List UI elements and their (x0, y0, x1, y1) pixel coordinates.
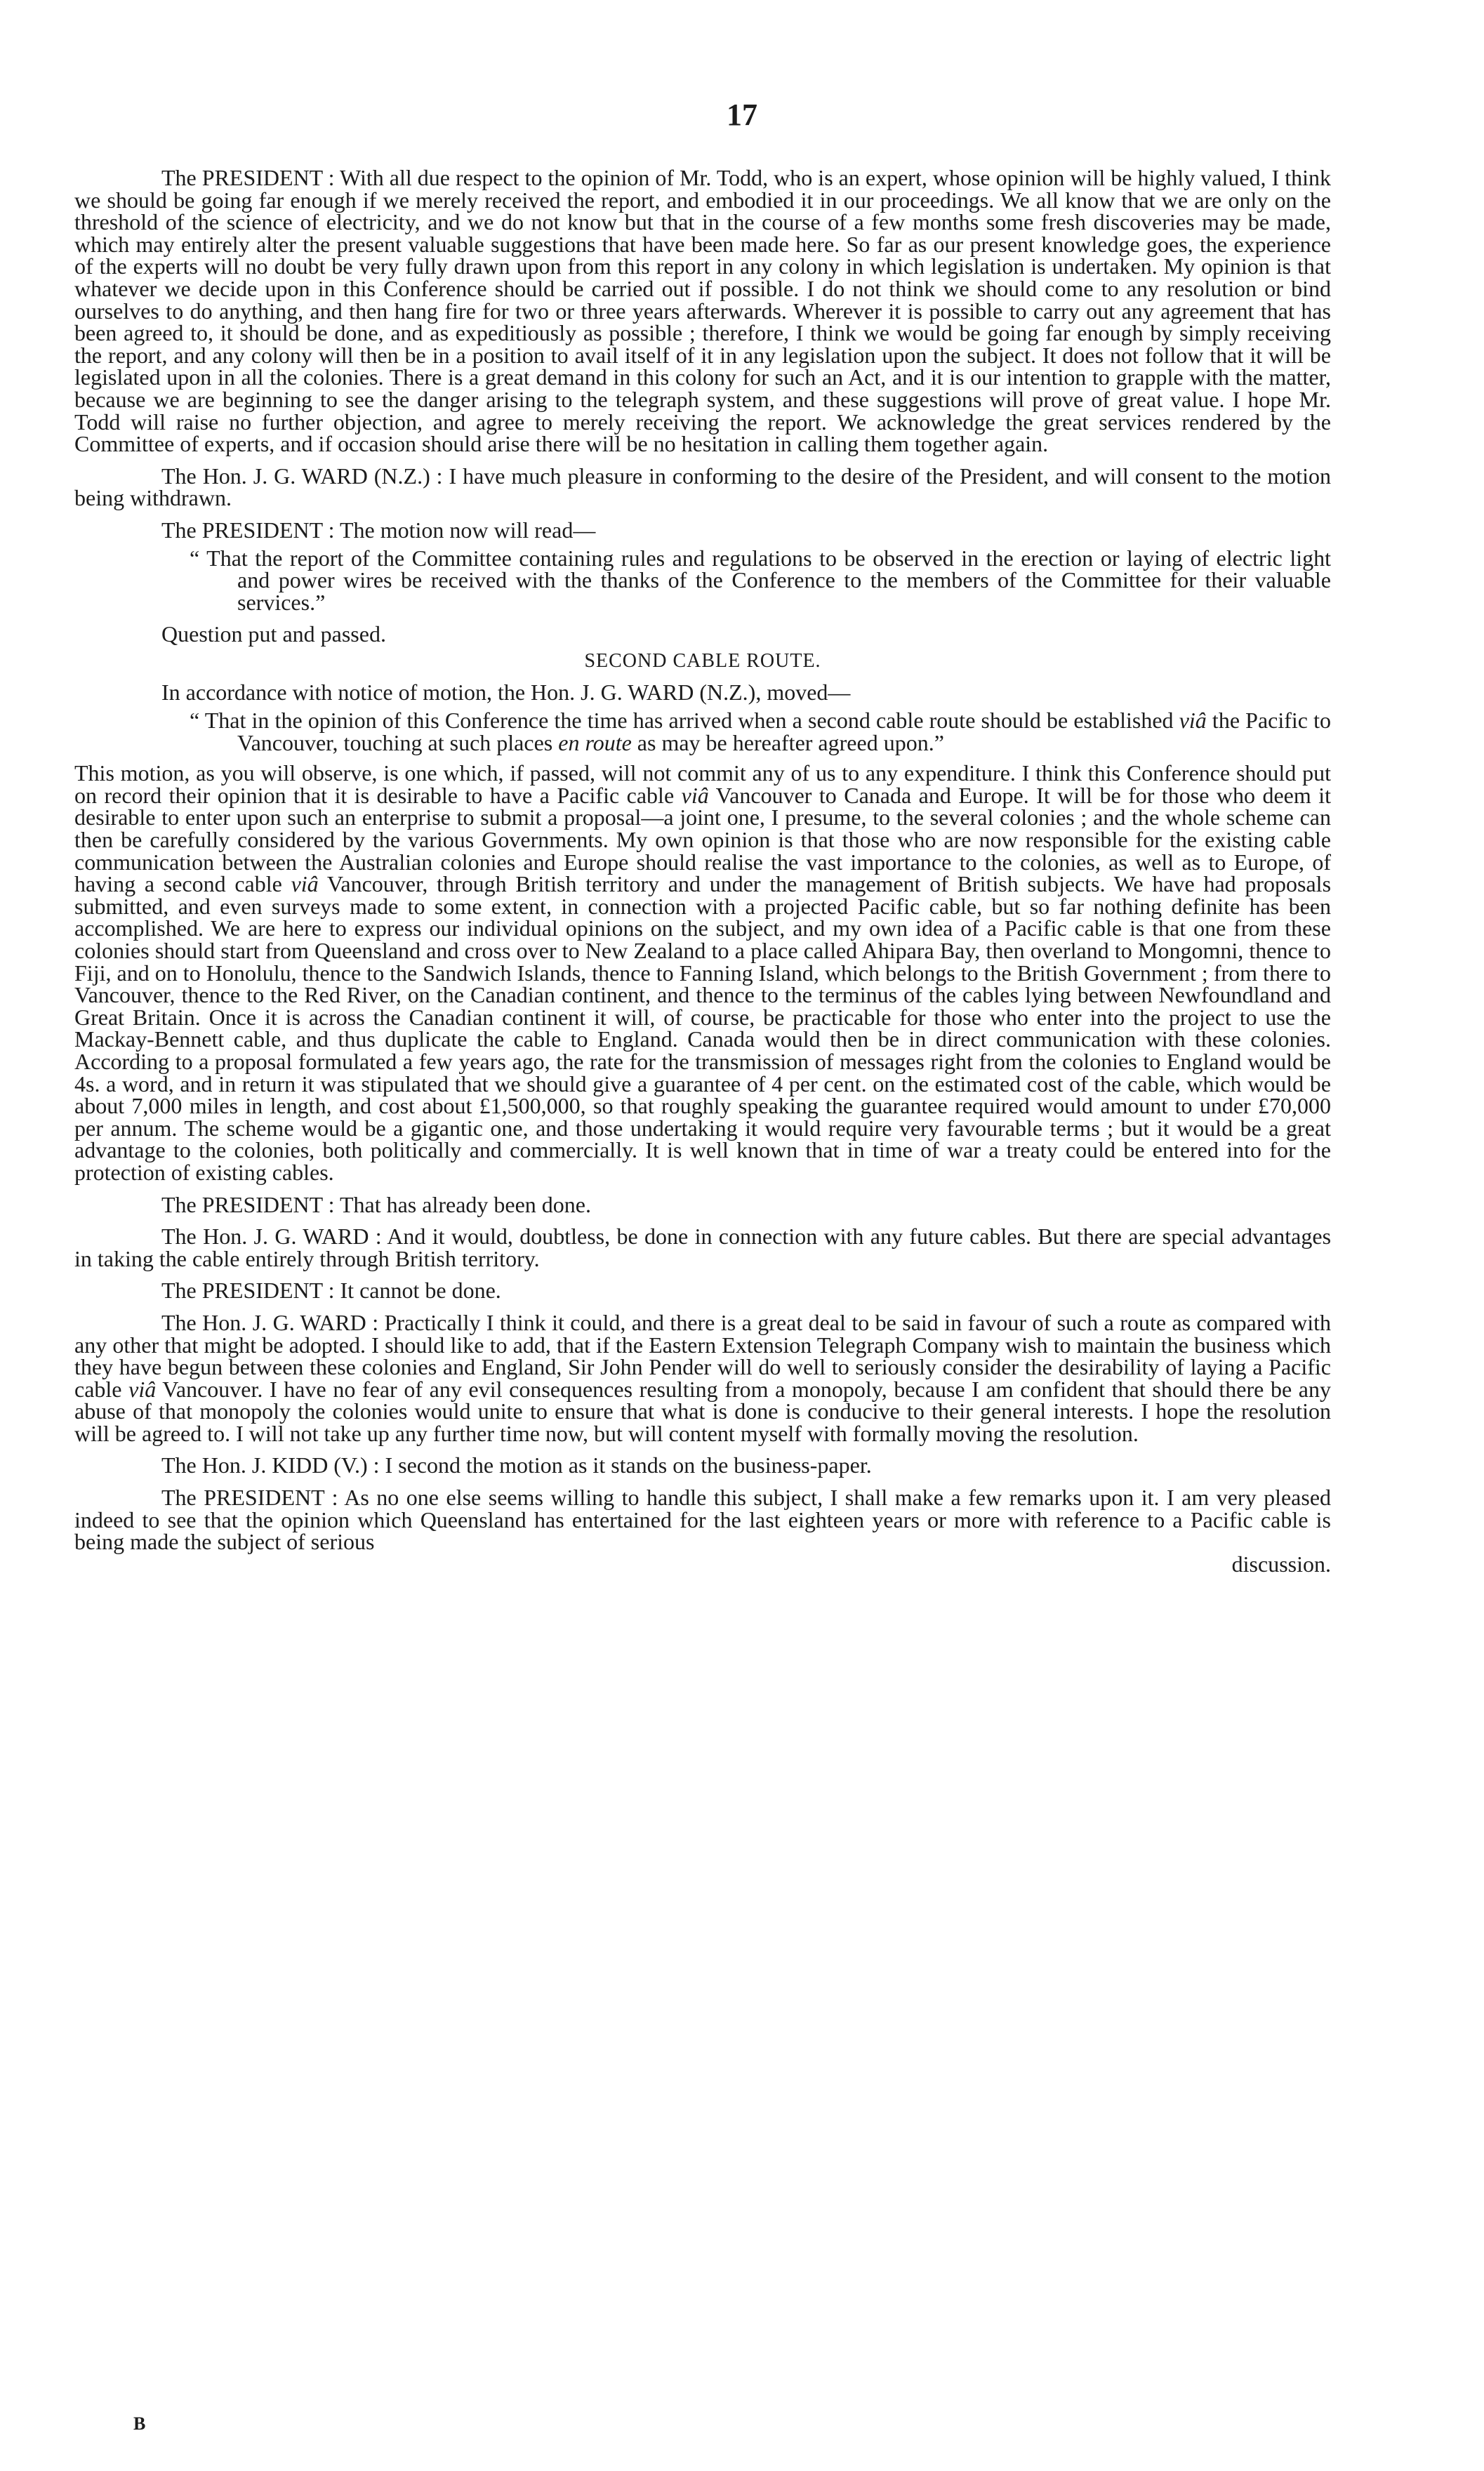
paragraph-text: Practically I think it could, and there is a great deal to be said in favour of such a route as compared with any other that might be adopted. I should like to add, that if the Eastern Extension Telegraph Company wish to maintain the business which they have begun between these colonies and England, Sir John Pender will do well to seriously consider the desirability of laying a Pacific cable (74, 1309, 1332, 1402)
paragraph-text: That has already been done. (339, 1191, 591, 1217)
paragraph-president-1 (74, 167, 1331, 456)
paragraph-president-3 (74, 1191, 1331, 1217)
paragraph-ward-3 (74, 1309, 1332, 1446)
paragraph-ward-2 (74, 1226, 1331, 1270)
italic-term: viâ (291, 871, 319, 897)
speaker-name: The Hon. J. KIDD (V.) : (161, 1452, 380, 1478)
speaker-name: The Hon. J. G. WARD : (161, 1224, 382, 1250)
paragraph-text: It cannot be done. (340, 1278, 501, 1304)
italic-term: viâ (681, 782, 709, 808)
paragraph-text: And it would, doubtless, be done in connection with any future cables. But there are special advantages in taking the cable entirely through British territory. (74, 1224, 1332, 1271)
paragraph-president-2 (74, 519, 1331, 542)
speaker-name: The PRESIDENT : (161, 1191, 335, 1217)
speaker-name: The PRESIDENT : (161, 1278, 335, 1304)
italic-term: viâ (1179, 708, 1207, 734)
paragraph-text: I have much pleasure in conforming to the desire of the President, and will consent to the motion being withdrawn. (74, 463, 1331, 511)
quote-text: “ That in the opinion of this Conference the time has arrived when a second cable route should be established (190, 708, 1174, 734)
speaker-name: The PRESIDENT : (161, 165, 335, 190)
paragraph-kidd (74, 1452, 1331, 1478)
paragraph-motion-intro (74, 682, 1331, 704)
page-body (74, 167, 1331, 1575)
paragraph-text: This motion, as you will observe, is one which, if passed, will not commit any of us to any expenditure. I think this Conference should put on record their opinion that it is desirable to have a Pacific cable (74, 760, 1331, 808)
paragraph-text: With all due respect to the opinion of Mr. Todd, who is an expert, whose opinion will be highly valued, I think we should be going far enough if we merely received the report, and embodied it in our proceedings. We all know that we are only on the threshold of the science of electricity, and we do not know but that in the course of a few months some fresh discoveries may be made, which may entirely alter the present valuable suggestions that have been made here. So far as our present knowledge goes, the experience of the experts will no doubt be very fully drawn upon from this report in any colony in which legislation is undertaken. My opinion is that whatever we decide upon in this Conference should be carried out if possible. I do not think we should come to any resolution or bind ourselves to do anything, and then hang fire for two or three years afterwards. Wherever it is possible to carry out any agreement that has been agreed to, it should be done, and as expeditiously as possible ; therefore, I think we would be going far enough by simply receiving the report, and any colony will then be in a position to avail itself of it in any legislation upon the subject. It does not follow that it will be legislated upon in all the colonies. There is a great demand in this colony for such an Act, and it is our intention to grapple with the matter, because we are beginning to see the danger arising to the telegraph system, and these suggestions will prove of great value. I hope Mr. Todd will raise no further objection, and agree to merely receiving the report. We acknowledge the great services rendered by the Committee of experts, and if occasion should arise there will be no hesitation in calling them together again. (74, 165, 1332, 457)
paragraph-text: I second the motion as it stands on the business-paper. (385, 1452, 872, 1478)
quote-text: as may be hereafter agreed upon.” (637, 729, 944, 755)
paragraph-question-passed: Question put and passed. (161, 621, 386, 647)
paragraph-president-4 (74, 1280, 1331, 1302)
page-number: 17 (727, 98, 757, 132)
speaker-name: The Hon. J. G. WARD : (161, 1309, 379, 1335)
italic-term: viâ (128, 1376, 157, 1402)
paragraph-ward-1 (74, 465, 1331, 510)
speaker-name: The PRESIDENT : (161, 517, 335, 543)
section-heading: SECOND CABLE ROUTE. (584, 649, 821, 672)
motion-quote-1: “ That the report of the Committee containing rules and regulations to be observed in the erection or laying of electric light and power wires be received with the thanks of the Conference to the members of the Committee for their valuable services.” (190, 545, 1331, 615)
signature-mark: B (133, 2413, 146, 2434)
italic-term: en route (558, 729, 632, 755)
paragraph-president-5 (74, 1487, 1331, 1554)
speaker-name: The Hon. J. G. WARD (N.Z.) : (161, 463, 443, 489)
paragraph-ward-speech (74, 762, 1331, 1184)
quote-text: the Pacific to Vancouver, touching at such places (237, 708, 1332, 755)
paragraph-text: As no one else seems willing to handle this subject, I shall make a few remarks upon it. I am very pleased indeed to see that the opinion which Queensland has entertained for the last eighteen years or more with reference to a Pacific cable is being made the subject of serious (74, 1485, 1332, 1555)
paragraph-continuation: discussion. (1231, 1551, 1331, 1577)
paragraph-text: In accordance with notice of motion, the (161, 680, 526, 705)
paragraph-text: The motion now will read— (339, 517, 596, 543)
motion-quote-2 (74, 710, 1331, 754)
paragraph-text: Vancouver to Canada and Europe. It will be for those who deem it desirable to enter upon such an enterprise to submit a proposal—a joint one, I presume, to the several colonies ; and the whole scheme can then be carefully considered by the various Governments. My own opinion is that those who are now responsible for the existing cable communication between the Australian colonies and Europe should realise the vast importance to the colonies, as well as to Europe, of having a second cable (74, 782, 1332, 897)
speaker-name: Hon. J. G. WARD (N.Z.), (531, 680, 762, 705)
paragraph-text: Vancouver, through British territory and under the management of British subjects. We have had proposals submitted, and even surveys made to some extent, in connection with a projected Pacific cable, but so far nothing definite has been accomplished. We are here to express our individual opinions on the subject, and my own idea of a Pacific cable is that one from these colonies should start from Queensland and cross over to New Zealand to a place called Ahipara Bay, then overland to Mongomni, thence to Fiji, and on to Honolulu, thence to the Sandwich Islands, thence to Fanning Island, which belongs to the British Government ; from there to Vancouver, thence to the Red River, on the Canadian continent, and thence to the terminus of the cables lying between Newfoundland and Great Britain. Once it is across the Canadian continent it will, of course, be practicable for those who enter into the project to use the Mackay-Bennett cable, and thus duplicate the cable to England. Canada would then be in direct communication with these colonies. According to a proposal formulated a few years ago, the rate for the transmission of messages right from the colonies to England would be 4s. a word, and in return it was stipulated that we should give a guarantee of 4 per cent. on the estimated cost of the cable, which would be about 7,000 miles in length, and cost about £1,500,000, so that roughly speaking the guarantee required would amount to under £70,000 per annum. The scheme would be a gigantic one, and those undertaking it would require very favourable terms ; but it would be a great advantage to the colonies, both politically and commercially. It is well known that in time of war a treaty could be entered into for the protection of existing cables. (74, 871, 1332, 1185)
paragraph-text: Vancouver. I have no fear of any evil consequences resulting from a monopoly, because I am confident that should there be any abuse of that monopoly the colonies would unite to ensure that what is done is conducive to their general interests. I hope the resolution will be agreed to. I will not take up any further time now, but will content myself with formally moving the resolution. (74, 1376, 1331, 1446)
paragraph-text: moved— (767, 680, 851, 705)
speaker-name: The PRESIDENT : (161, 1485, 338, 1511)
